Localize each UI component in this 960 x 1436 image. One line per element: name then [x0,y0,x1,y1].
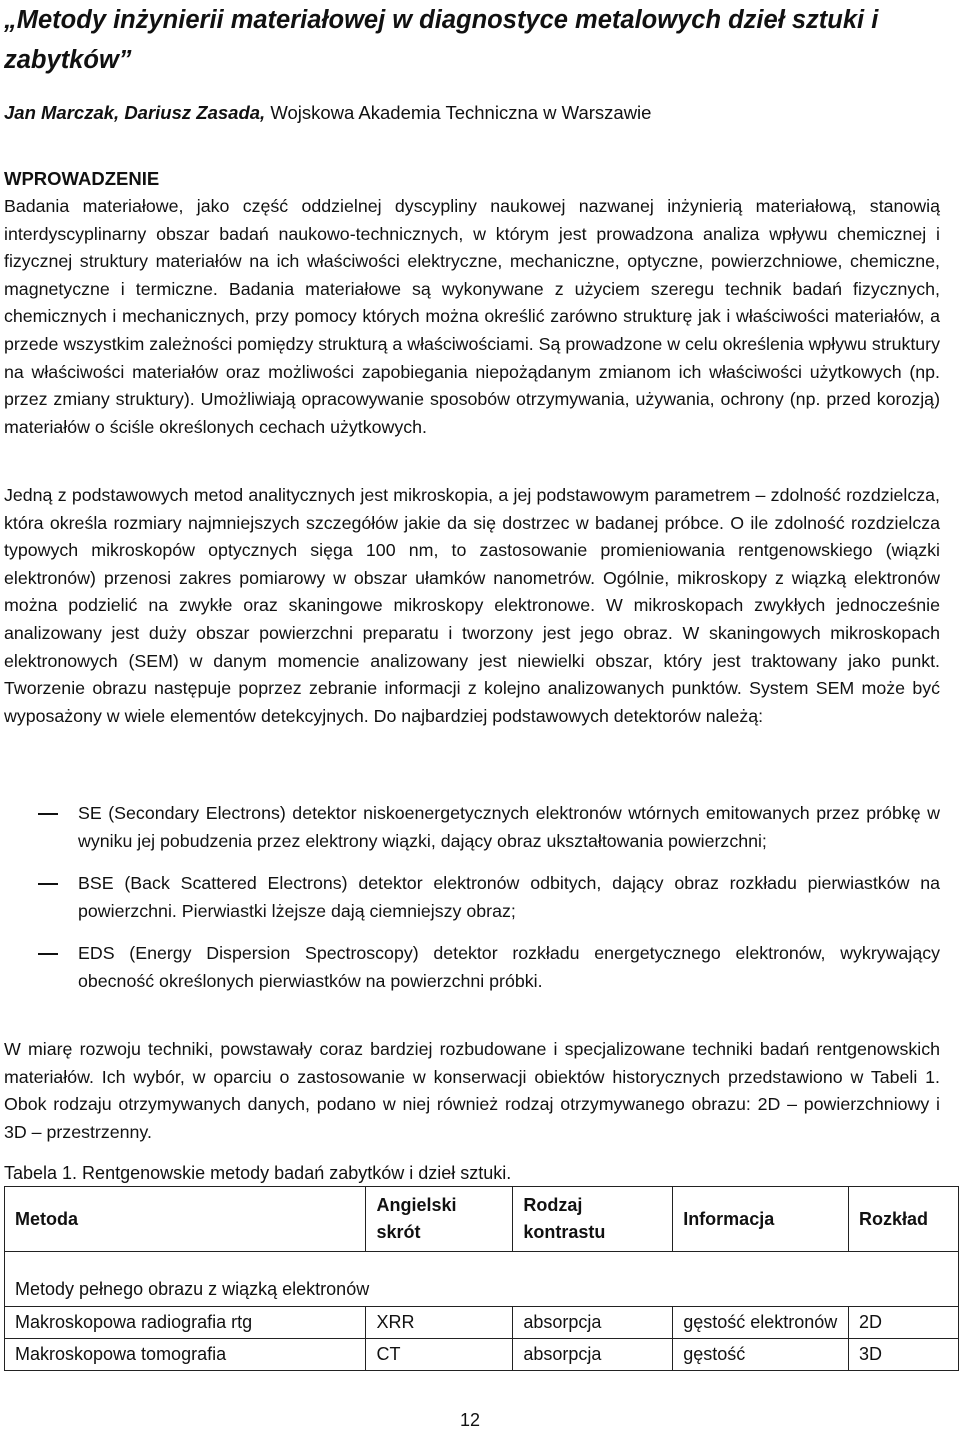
table-cell: Makroskopowa radiografia rtg [5,1307,366,1339]
table-header-cell: Angielski skrót [366,1187,513,1252]
document-title: „Metody inżynierii materiałowej w diagnostyce metalowych dzieł sztuki i zabytków” [4,6,879,74]
section-heading: WPROWADZENIE [4,168,160,189]
paragraph-3: W miarę rozwoju techniki, powstawały coraz bardziej rozbudowane i specjalizowane techniki badań rentgenowskich materiałów. Ich wybór, w oparciu o zastosowanie w konserwacji obiektów historycznych przedstawiono w Tabeli 1. Obok rodzaju otrzymywanych danych, podano w niej również rodzaj otrzymywanego obrazu: 2D – powierzchniowy i 3D – przestrzenny. [4,1039,940,1142]
table-header-cell: Informacja [673,1187,849,1252]
table-section-row [5,1252,959,1307]
table-cell: XRR [366,1307,513,1339]
table-caption: Tabela 1. Rentgenowskie metody badań zabytków i dzieł sztuki. [4,1163,512,1183]
table-cell: absorpcja [513,1307,673,1339]
author-affiliation: Wojskowa Akademia Techniczna w Warszawie [265,102,652,123]
methods-table [4,1186,959,1371]
table-header-cell: Metoda [5,1187,366,1252]
table-section-label: Metody pełnego obrazu z wiązką elektronów [5,1252,959,1307]
table-cell: 3D [849,1339,959,1371]
table-header-row [5,1187,959,1252]
table-header-cell: Rodzaj kontrastu [513,1187,673,1252]
table-cell: CT [366,1339,513,1371]
list-item: BSE (Back Scattered Electrons) detektor elektronów odbitych, dający obraz rozkładu pierwiastków na powierzchni. Pierwiastki lżejsze dają ciemniejszy obraz; [4,870,940,925]
list-item: EDS (Energy Dispersion Spectroscopy) detektor rozkładu energetycznego elektronów, wykrywający obecność określonych pierwiastków na powierzchni próbki. [4,940,940,995]
list-item: SE (Secondary Electrons) detektor niskoenergetycznych elektronów wtórnych emitowanych przez próbkę w wyniku jej pobudzenia przez elektrony wiązki, dający obraz ukształtowania powierzchni; [4,800,940,855]
detector-list [4,800,940,996]
dash-bullet-icon [38,953,58,955]
authors-line [4,100,651,126]
table-cell: absorpcja [513,1339,673,1371]
page-number: 12 [460,1410,481,1430]
table-cell: Makroskopowa tomografia [5,1339,366,1371]
table-row [5,1307,959,1339]
table-header-cell: Rozkład [849,1187,959,1252]
paragraph-1: Badania materiałowe, jako część oddzielnej dyscypliny naukowej nazwanej inżynierią materiałową, stanowią interdyscyplinarny obszar badań naukowo-technicznych, w którym jest prowadzona analiza wpływu chemicznej i fizycznej struktury materiałów na ich właściwości elektryczne, mechaniczne, optyczne, powierzchniowe, chemiczne, magnetyczne i termiczne. Badania materiałowe są wykonywane z użyciem szeregu technik badań fizycznych, chemicznych i mechanicznych, przy pomocy których można określić zarówno strukturę jak i właściwości materiałów, a przede wszystkim zależności pomiędzy strukturą a właściwościami. Są prowadzone w celu określenia wpływu struktury na właściwości materiałów oraz możliwości zapobiegania niepożądanym zmianom ich właściwości użytkowych (np. przez zmiany struktury). Umożliwiają opracowywanie sposobów otrzymywania, używania, ochrony (np. przed korozją) materiałów o ściśle określonych cechach użytkowych. [4,196,940,437]
paragraph-2: Jedną z podstawowych metod analitycznych jest mikroskopia, a jej podstawowym parametrem – zdolność rozdzielcza, która określa rozmiary najmniejszych szczegółów jakie da się dostrzec w badanej próbce. O ile zdolność rozdzielcza typowych mikroskopów optycznych sięga 100 nm, to zastosowanie promieniowania rentgenowskiego (wiązki elektronów) przenosi zakres pomiarowy w obszar ułamków nanometrów. Ogólnie, mikroskopy z wiązką elektronów można podzielić na zwykłe oraz skaningowe mikroskopy elektronowe. W mikroskopach zwykłych jednocześnie analizowany jest duży obszar powierzchni preparatu i tworzony jest jego obraz. W skaningowych mikroskopach elektronowych (SEM) w danym momencie analizowany jest niewielki obszar, który jest traktowany jako punkt. Tworzenie obrazu następuje poprzez zebranie informacji z kolejno analizowanych punktów. System SEM może być wyposażony w wiele elementów detekcyjnych. Do najbardziej podstawowych detektorów należą: [4,485,940,726]
table-row [5,1339,959,1371]
table-cell: gęstość elektronów [673,1307,849,1339]
table-cell: gęstość [673,1339,849,1371]
dash-bullet-icon [38,813,58,815]
author-names: Jan Marczak, Dariusz Zasada, [4,102,266,123]
table-cell: 2D [849,1307,959,1339]
dash-bullet-icon [38,883,58,885]
